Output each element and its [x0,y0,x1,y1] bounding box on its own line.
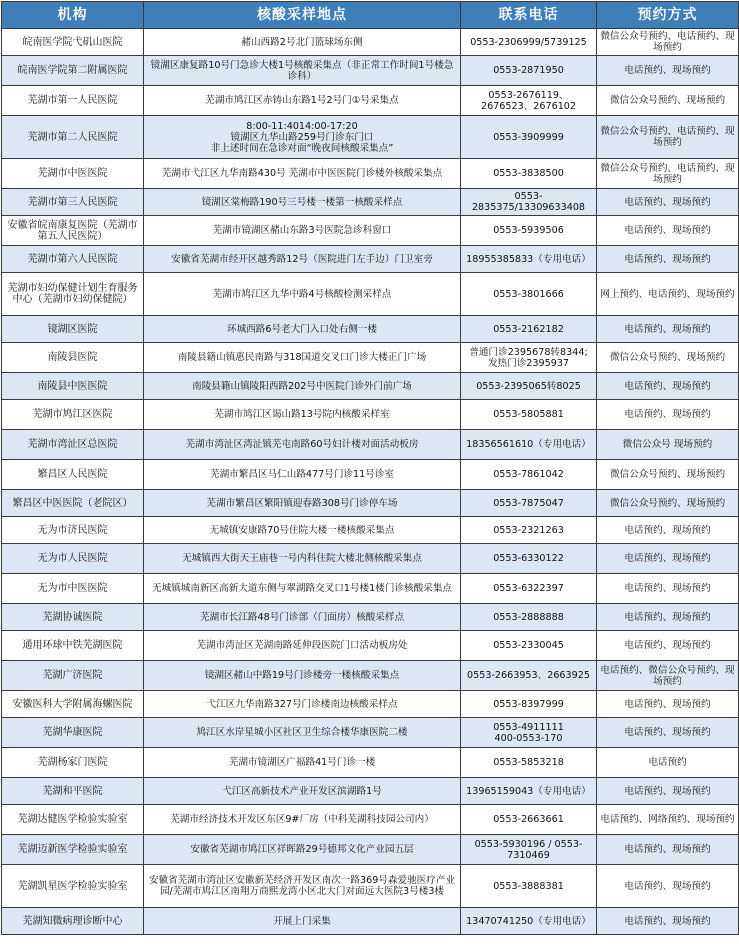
cell-booking: 电话预约、现场预约 [597,574,739,604]
cell-phone: 0553-2871950 [461,56,597,86]
cell-phone: 0553-2663953、2663925 [461,661,597,691]
cell-phone: 13470741250（专用电话） [461,908,597,935]
cell-booking: 电话预约、现场预约 [597,865,739,908]
table-row [2,661,739,691]
cell-institution: 芜湖杨家门医院 [2,748,144,778]
cell-phone: 0553-2663661 [461,805,597,835]
header-institution: 机构 [2,2,144,29]
table-row [2,865,739,908]
cell-institution: 芜湖迈新医学检验实验室 [2,835,144,865]
table-row [2,159,739,189]
cell-phone: 0553-6330122 [461,544,597,574]
cell-booking: 网上预约、电话预约、现场预约 [597,273,739,316]
cell-booking: 微信公众号预约、现场预约 [597,490,739,517]
cell-institution: 安徽医科大学附属海螺医院 [2,691,144,718]
cell-location: 弋江区高新技术产业开发区滨湖路1号 [144,778,461,805]
cell-institution: 芜湖市第六人民医院 [2,246,144,273]
table-row [2,86,739,116]
cell-booking: 电话预约、现场预约 [597,189,739,216]
cell-location: 安徽省芜湖市经开区越秀路12号（医院进门左手边）门卫室旁 [144,246,461,273]
header-location: 核酸采样地点 [144,2,461,29]
cell-location: 芜湖市经济技术开发区东区9#厂房（中科芜湖科技园公司内） [144,805,461,835]
cell-booking: 电话预约、现场预约 [597,544,739,574]
cell-location: 芜湖市湾沚区芜湖南路延伸段医院门口活动板房处 [144,631,461,661]
table-row [2,189,739,216]
table-row [2,604,739,631]
table-row [2,430,739,460]
cell-booking: 电话预约、网络预约、现场预约 [597,805,739,835]
cell-institution: 南陵县医院 [2,343,144,373]
cell-booking: 电话预约、现场预约 [597,604,739,631]
cell-institution: 镜湖区医院 [2,316,144,343]
cell-location: 无城镇安康路70号住院大楼一楼核酸采集点 [144,517,461,544]
cell-institution: 无为市中医医院 [2,574,144,604]
cell-location: 芜湖市繁昌区马仁山路477号门诊11号诊室 [144,460,461,490]
cell-booking: 微信公众号预约、电话预约、现场预约 [597,29,739,56]
table-row [2,29,739,56]
cell-location: 芜湖市繁昌区繁阳镇迎春路308号门诊停车场 [144,490,461,517]
table-row [2,373,739,400]
cell-booking: 电话预约、现场预约 [597,400,739,430]
cell-location: 镜湖区康复路10号门急诊大楼1号核酸采集点（非正常工作时间1号楼急诊科） [144,56,461,86]
cell-institution: 芜湖和平医院 [2,778,144,805]
cell-location: 芜湖市鸠江区九华中路4号核酸检测采样点 [144,273,461,316]
table-row [2,805,739,835]
testing-sites-table [1,1,739,935]
table-row [2,574,739,604]
table-row [2,316,739,343]
cell-booking: 电话预约、现场预约 [597,246,739,273]
header-booking: 预约方式 [597,2,739,29]
cell-location: 芜湖市鸠江区谒山路13号院内核酸采样室 [144,400,461,430]
cell-location: 弋江区九华南路327号门诊楼南边核酸采样点 [144,691,461,718]
table-header-row [2,2,739,29]
cell-location: 南陵县籍山镇陵阳西路202号中医院门诊外门前广场 [144,373,461,400]
cell-phone: 0553-8397999 [461,691,597,718]
cell-booking: 电话预约 [597,748,739,778]
cell-location: 无城镇城南新区高新大道东侧与翠湖路交叉口1号楼1楼门诊核酸采集点 [144,574,461,604]
table-row [2,778,739,805]
cell-phone: 0553-7861042 [461,460,597,490]
cell-institution: 芜湖市中医医院 [2,159,144,189]
table-row [2,246,739,273]
table-row [2,343,739,373]
table-row [2,835,739,865]
table-row [2,490,739,517]
cell-phone: 0553-2835375/13309633408 [461,189,597,216]
table-row [2,56,739,86]
table-row [2,273,739,316]
cell-phone: 0553-2395065转8025 [461,373,597,400]
cell-location: 8:00-11:4014:00-17:20 镜湖区九华山路259号门诊东门口 非上述时间在急诊对面“晚夜间核酸采集点” [144,116,461,159]
cell-institution: 无为市济民医院 [2,517,144,544]
cell-phone: 0553-2306999/5739125 [461,29,597,56]
cell-location: 芜湖市镜湖区广福路41号门诊一楼 [144,748,461,778]
cell-location: 鸠江区水岸星城小区社区卫生综合楼华康医院二楼 [144,718,461,748]
cell-booking: 电话预约、现场预约 [597,373,739,400]
cell-location: 镜湖区棠梅路190号三号楼一楼第一核酸采样点 [144,189,461,216]
cell-institution: 芜湖市第二人民医院 [2,116,144,159]
cell-phone: 0553-5939506 [461,216,597,246]
cell-institution: 安徽省皖南康复医院（芜湖市第五人民医院） [2,216,144,246]
cell-booking: 电话预约、现场预约 [597,691,739,718]
cell-phone: 0553-2321263 [461,517,597,544]
cell-booking: 电话预约、现场预约 [597,517,739,544]
cell-institution: 芜湖市第三人民医院 [2,189,144,216]
table-row [2,631,739,661]
cell-phone: 18356561610（专用电话） [461,430,597,460]
table-row [2,748,739,778]
cell-institution: 芜湖市鸠江区医院 [2,400,144,430]
cell-phone: 0553-2330045 [461,631,597,661]
table-row [2,691,739,718]
cell-location: 安徽省芜湖市湾沚区安徽新芜经济开发区南次一路369号森爱驰医疗产业园/芜湖市鸠江区南翔万商熙龙湾小区北大门对面远大医院3号楼3楼 [144,865,461,908]
cell-phone: 0553-3801666 [461,273,597,316]
cell-phone: 0553-5853218 [461,748,597,778]
cell-institution: 繁昌区人民医院 [2,460,144,490]
cell-institution: 无为市人民医院 [2,544,144,574]
cell-booking: 电话预约、现场预约 [597,631,739,661]
table-row [2,544,739,574]
table-row [2,908,739,935]
cell-booking: 微信公众号 现场预约 [597,430,739,460]
cell-institution: 芜湖凯星医学检验实验室 [2,865,144,908]
cell-institution: 皖南医学院第二附属医院 [2,56,144,86]
cell-institution: 芜湖知微病理诊断中心 [2,908,144,935]
cell-phone: 18955385833（专用电话） [461,246,597,273]
cell-booking: 微信公众号预约、现场预约 [597,343,739,373]
cell-institution: 芜湖市妇幼保健计划生育服务中心（芜湖市妇幼保健院） [2,273,144,316]
cell-booking: 电话预约、微信公众号预约、现场预约 [597,661,739,691]
cell-phone: 0553-7875047 [461,490,597,517]
cell-booking: 微信公众号预约、现场预约 [597,86,739,116]
cell-phone: 普通门诊2395678转8344; 发热门诊2395937 [461,343,597,373]
cell-institution: 通用环球中铁芜湖医院 [2,631,144,661]
cell-phone: 0553-5930196 / 0553-7310469 [461,835,597,865]
cell-phone: 0553-3888381 [461,865,597,908]
cell-institution: 皖南医学院弋矶山医院 [2,29,144,56]
cell-location: 芜湖市弋江区九华南路430号 芜湖市中医医院门诊楼外核酸采集点 [144,159,461,189]
cell-booking: 微信公众号预约、电话预约、现场预约 [597,116,739,159]
table-row [2,517,739,544]
table-row [2,460,739,490]
cell-location: 芜湖市湾沚区湾沚镇芜屯南路60号妇计楼对面活动板房 [144,430,461,460]
cell-booking: 微信公众号预约、现场预约 [597,460,739,490]
cell-location: 环城西路6号老大门入口处右侧一楼 [144,316,461,343]
cell-institution: 芜湖华康医院 [2,718,144,748]
cell-institution: 芜湖达健医学检验实验室 [2,805,144,835]
cell-booking: 电话预约、现场预约 [597,56,739,86]
cell-location: 镜湖区赭山中路19号门诊楼旁一楼核酸采集点 [144,661,461,691]
cell-phone: 0553-2676119、2676523、2676102 [461,86,597,116]
cell-location: 安徽省芜湖市鸠江区祥晖路29号德邦文化产业园五层 [144,835,461,865]
cell-booking: 电话预约、现场预约 [597,835,739,865]
cell-booking: 电话预约、现场预约 [597,778,739,805]
cell-phone: 0553-6322397 [461,574,597,604]
cell-location: 芜湖市镜湖区赭山东路3号医院急诊科窗口 [144,216,461,246]
cell-institution: 芜湖协诚医院 [2,604,144,631]
cell-phone: 13965159043（专用电话） [461,778,597,805]
cell-institution: 芜湖市湾沚区总医院 [2,430,144,460]
cell-institution: 繁昌区中医医院（老院区） [2,490,144,517]
cell-booking: 微信公众号预约、电话预约、现场预约 [597,159,739,189]
table-row [2,116,739,159]
cell-phone: 0553-2888888 [461,604,597,631]
cell-institution: 芜湖广济医院 [2,661,144,691]
cell-location: 赭山西路2号北门篮球场东侧 [144,29,461,56]
cell-phone: 0553-2162182 [461,316,597,343]
cell-booking: 电话预约、现场预约 [597,316,739,343]
cell-booking: 电话预约、现场预约 [597,216,739,246]
table-row [2,400,739,430]
cell-institution: 芜湖市第一人民医院 [2,86,144,116]
cell-phone: 0553-3838500 [461,159,597,189]
cell-booking: 电话预约、现场预约 [597,908,739,935]
table-row [2,216,739,246]
cell-location: 芜湖市鸠江区赤铸山东路1号2号门①号采集点 [144,86,461,116]
cell-phone: 0553-4911111 400-0553-170 [461,718,597,748]
cell-institution: 南陵县中医医院 [2,373,144,400]
cell-location: 芜湖市长江路48号门诊部（门面房）核酸采样点 [144,604,461,631]
table-row [2,718,739,748]
cell-location: 南陵县籍山镇惠民南路与318国道交叉口门诊大楼正门广场 [144,343,461,373]
cell-phone: 0553-3909999 [461,116,597,159]
cell-location: 无城镇西大街天王庙巷一号内科住院大楼北侧核酸采集点 [144,544,461,574]
cell-location: 开展上门采集 [144,908,461,935]
cell-booking: 电话预约、现场预约 [597,718,739,748]
cell-phone: 0553-5805881 [461,400,597,430]
header-phone: 联系电话 [461,2,597,29]
